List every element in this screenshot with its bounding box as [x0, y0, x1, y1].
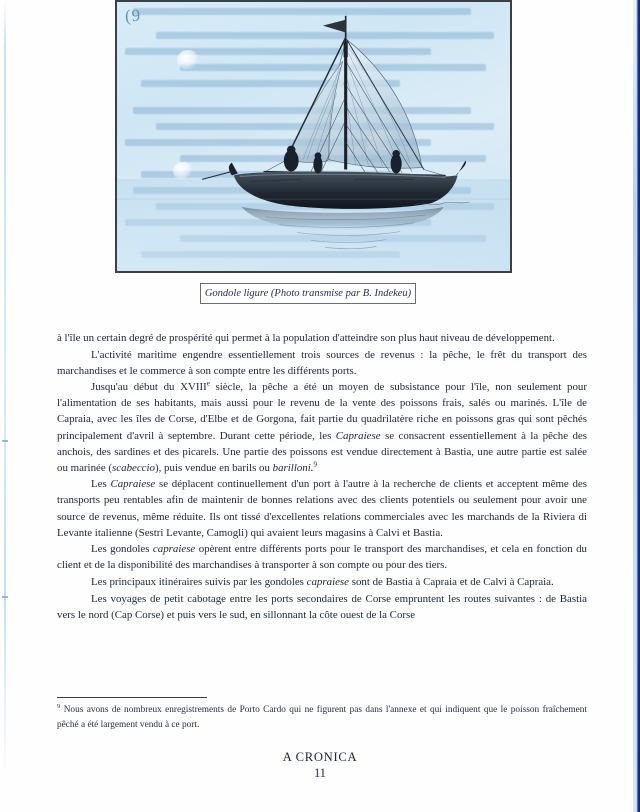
- paragraph: à l'île un certain degré de prospérité qui permet à la population d'atteindre son plus haut niveau de développement.: [57, 332, 555, 344]
- scan-artifact-tick: [2, 596, 8, 598]
- sailing-boat-illustration: [117, 2, 510, 271]
- figure-caption-box: [200, 283, 416, 304]
- publication-title: A CRONICA: [282, 750, 358, 764]
- paragraph: Les voyages de petit cabotage entre les ports secondaires de Corse empruntent les routes suivantes : de Bastia vers le nord (Cap Corse) et puis vers le sud, en sillonnant la côte ouest de la Corse: [57, 592, 587, 621]
- paragraph: Les gondoles capraiese opèrent entre différents ports pour le transport des marchandises, et cela en fonction du client et de la disponibilité des marchandises à transporter à son compte ou pour des tiers.: [57, 543, 587, 572]
- footnote-text: $^9$ Nous avons de nombreux enregistrements de Porto Cardo qui ne figurent pas dans l'annexe et qui indiquent que le poisson fraîchement pêché a été largement vendu à ce port.: [57, 702, 587, 730]
- scan-artifact-right-edge: [636, 0, 640, 812]
- figure-caption-text: Gondole ligure (Photo transmise par B. Indekeu): [204, 288, 412, 299]
- footnote-separator-rule: [57, 697, 207, 698]
- handwritten-annotation: (9: [124, 5, 142, 26]
- body-text-column: [57, 330, 587, 623]
- page-footer: [0, 750, 640, 781]
- photo-frame: [115, 0, 512, 273]
- paragraph: Jusqu'au début du XVIIIe siècle, la pêche a été un moyen de subsistance pour l'île, non seulement pour l'alimentation de ses habitants, mais aussi pour le revenu de la vente des poissons frais, salés ou marinés. L'île de Capraia, avec les îles de Corse, d'Elbe et de Gorgona, fait partie du quadrilatère riche en poissons gras qui sont pêchés principalement d'avril à septembre. Durant cette période, les Capraiese se consacrent essentiellement à la pêche des anchois, des sardines et des picarels. Une partie des poissons est vendue directement à Bastia, une autre partie est salée ou marinée (scabeccio), puis vendue en barils ou barilloni.$^9$: [57, 379, 588, 474]
- paragraph: Les principaux itinéraires suivis par les gondoles capraiese sont de Bastia à Capraia et de Calvi à Capraia.: [91, 575, 554, 588]
- scan-artifact-tick: [2, 440, 8, 442]
- figure-photograph: [115, 0, 512, 273]
- paragraph: Les Capraiese se déplacent continuellement d'un port à l'autre à la recherche de clients et acceptent même des transports peu rentables afin de maintenir de bonnes relations avec des clients potentiels ou seulement pour avoir une source de revenus, même réduite. Ils ont tissé d'excellentes relations commerciales avec les marchands de la Riviera di Levante italienne (Sestri Levante, Camogli) qui avaient leurs magasins à Calvi et Bastia.: [57, 478, 587, 539]
- page-number: 11: [314, 766, 326, 780]
- scan-artifact-left-edge: [4, 0, 6, 812]
- paragraph: L'activité maritime engendre essentiellement trois sources de revenus : la pêche, le frêt du transport des marchandises et le commerce à son compte entre les différents ports.: [57, 348, 587, 377]
